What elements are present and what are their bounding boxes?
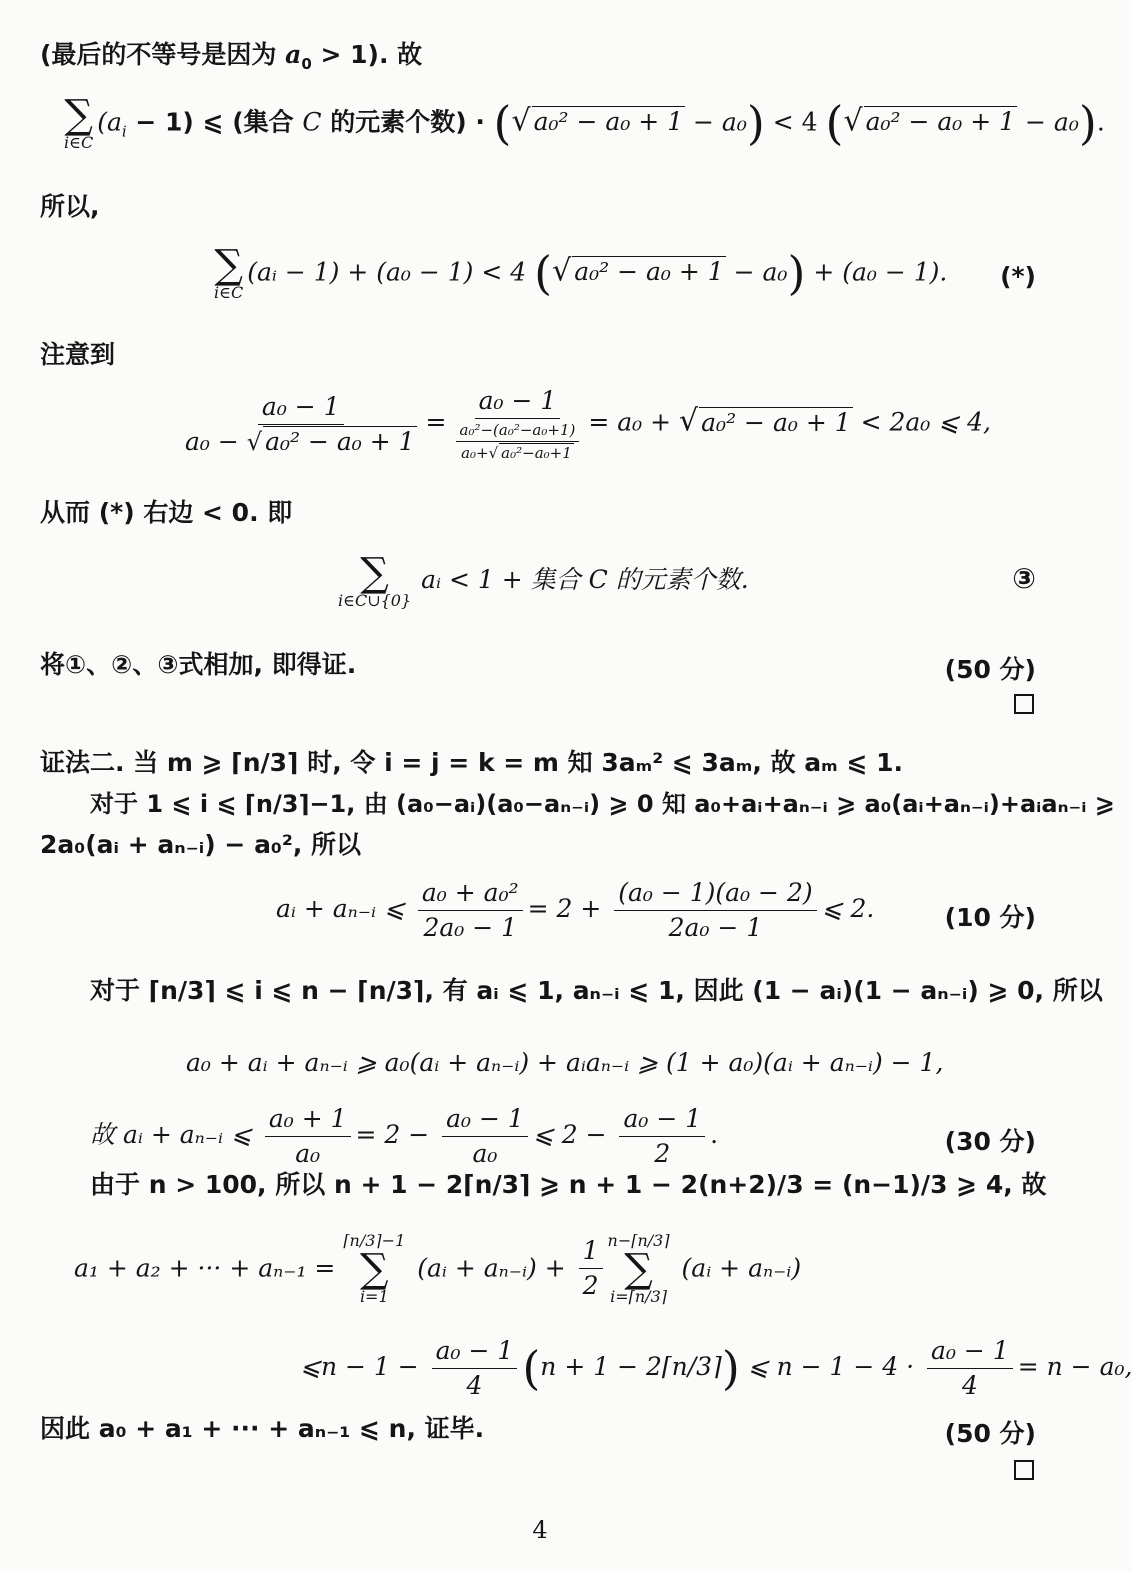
fraction [452,386,584,462]
text-line: 2a₀(aᵢ + aₙ₋ᵢ) − a₀², 所以 [40,830,362,859]
math: a [285,40,302,69]
radicand: a₀² − a₀ + 1 [533,107,684,137]
fraction [418,878,523,943]
sum-limit: i∈C [214,283,244,302]
qed-box [1014,1460,1034,1480]
math: (aᵢ + aₙ₋ᵢ) [673,1253,802,1283]
math: = a₀ + [588,407,680,437]
numerator: 1 [579,1236,603,1269]
denominator: a₀+√ a₀²−a₀+1 [461,444,572,462]
score-label: (10 分) [944,903,1036,932]
denominator: a₀ − √ a₀² − a₀ + 1 [185,426,415,456]
math: i [121,122,127,141]
nested-fraction [456,421,580,462]
math: C [302,107,322,137]
numerator: (a₀ − 1)(a₀ − 2) [614,878,816,911]
math: n + 1 − 2⌈n/3⌉ [540,1352,722,1381]
sum-limit: i∈C∪{0} [338,591,412,610]
math: − a₀ [1017,107,1079,137]
fraction [579,1236,603,1301]
text-line: 所以, [40,192,100,221]
radicand: a₀² − a₀ + 1 [574,257,724,287]
math: = 2 + [527,894,610,923]
denominator: 4 [466,1371,483,1400]
denominator: 2a₀ − 1 [423,913,518,942]
numerator: a₀ − 1 [442,1104,528,1137]
denominator: 2 [654,1139,671,1168]
math: = 2 − [355,1120,438,1149]
math: (aᵢ − 1) + (a₀ − 1) < 4 [247,257,535,287]
math: − a₀ [725,257,788,287]
math: . [710,1120,719,1149]
math: aᵢ + aₙ₋ᵢ ⩽ [276,894,413,923]
sum-limit: i=⌈n/3⌉ [610,1286,667,1306]
numerator: a₀ + 1 [265,1104,351,1137]
score-label: (50 分) [944,655,1036,684]
math: (a [97,107,122,137]
summation: n−⌈n/3⌉ ∑ i=⌈n/3⌉ [607,1231,670,1306]
equation: ∑ i∈C $(a_i - 1)$ ⩽ (集合 C 的元素个数) · (√ a₀² − a₀ + 1 − a₀) < 4 (√ a₀² − a₀ + 1 − a₀). [64,92,1105,152]
score-label: (30 分) [944,1127,1036,1156]
fraction [181,392,421,457]
sum-limit: ⌈n/3⌉−1 [343,1231,406,1250]
denominator [452,419,584,462]
math: a₀ − [185,426,247,456]
text: 的元素个数) · [321,107,494,137]
fraction [265,1104,351,1169]
math: 故 aᵢ + aₙ₋ᵢ ⩽ [90,1120,260,1149]
text: (最后的不等号是因为 [40,40,286,69]
radicand: a₀² − a₀ + 1 [701,407,851,437]
math: ⩽n − 1 − [300,1352,427,1381]
math: − a₀ [685,107,747,137]
equation [90,1104,718,1169]
denominator: a₀ [295,1139,321,1168]
math: < 4 [764,107,826,137]
math: a₀+ [461,444,489,462]
sum-limit: i∈C [64,133,94,152]
fraction [927,1336,1013,1401]
text-line: 注意到 [40,340,116,369]
summation: ∑ i∈C∪{0} [338,550,412,610]
math: ⩽ 2. [821,894,875,923]
denominator: 4 [961,1371,978,1400]
summation: ∑ i∈C [214,242,244,302]
fraction [619,1104,705,1169]
text-line: 证法二. 当 m ⩾ ⌈n/3⌉ 时, 令 i = j = k = m 知 3aₘ² ⩽ 3aₘ, 故 aₘ ⩽ 1. [40,748,904,777]
text: − 1) ⩽ (集合 [126,107,303,137]
score-label: (50 分) [944,1419,1036,1448]
math: ⩽ 2 − [532,1120,615,1149]
text-line: 对于 1 ⩽ i ⩽ ⌈n/3⌉−1, 由 (a₀−aᵢ)(a₀−aₙ₋ᵢ) ⩾ 0 知 a₀+aᵢ+aₙ₋ᵢ ⩾ a₀(aᵢ+aₙ₋ᵢ)+aᵢaₙ₋ᵢ ⩾ [90,790,1115,818]
text-line: 从而 (*) 右边 < 0. 即 [40,498,293,527]
equation [276,878,874,943]
math: . [1096,107,1105,137]
math: = [425,407,447,437]
equation-tag: ③ [1012,562,1036,595]
numerator: a₀ − 1 [927,1336,1013,1369]
numerator: a₀ − 1 [475,386,561,419]
equation: ∑ i∈C (aᵢ − 1) + (a₀ − 1) < 4 (√ a₀² − a₀ + 1 − a₀) + (a₀ − 1). [214,242,948,302]
equation [338,550,749,610]
summation: ⌈n/3⌉−1 ∑ i=1 [343,1231,406,1306]
equation: ⩽n − 1 − $\frac{\text{a₀ − 1}}{4}$ (n + 1 − 2⌈n/3⌉) ⩽ n − 1 − 4 · $\frac{\text{a₀ − 1}}{4}$ = n − a₀, [300,1336,1132,1400]
numerator: a₀²−(a₀²−a₀+1) [456,421,580,442]
text-line [40,40,422,73]
fraction [442,1104,528,1169]
sum-limit: i=1 [359,1286,389,1306]
numerator: a₀ − 1 [258,392,344,425]
numerator: a₀ − 1 [432,1336,518,1369]
radicand: a₀²−a₀+1 [501,444,572,462]
math: 0 [301,55,312,73]
math: + (a₀ − 1). [805,257,948,287]
radicand: a₀² − a₀ + 1 [865,107,1016,137]
math: aᵢ < 1 + 集合 C 的元素个数. [421,565,749,595]
numerator: a₀ − 1 [619,1104,705,1137]
page-number: 4 [532,1516,548,1544]
denominator: a₀ [472,1139,498,1168]
summation: ∑ i∈C [64,92,94,152]
math: ⩽ n − 1 − 4 · [739,1352,923,1381]
radicand: a₀² − a₀ + 1 [265,426,415,456]
numerator: a₀ + a₀² [418,878,523,911]
equation [74,1232,801,1305]
math: = n − a₀, [1017,1352,1132,1381]
qed-box [1014,694,1034,714]
math: a₁ + a₂ + ··· + aₙ₋₁ = [74,1253,344,1283]
denominator: 2a₀ − 1 [668,913,763,942]
fraction [432,1336,518,1401]
text-line: 因此 a₀ + a₁ + ··· + aₙ₋₁ ⩽ n, 证毕. [40,1414,485,1443]
text: > 1). 故 [311,40,423,69]
denominator: 2 [582,1271,599,1301]
text-line: 将①、②、③式相加, 即得证. [40,650,357,679]
math: (aᵢ + aₙ₋ᵢ) + [409,1253,574,1283]
equation: $\frac{\text{a₀ − 1}}{\text{a₀ − √ a₀² − a₀ + 1}}$ = $\frac{\text{a₀ − 1}}{\frac{\text{a₀²−(a₀²−a₀+1)}}{\text{a₀+√ a₀²−a₀+1}}}$ = a₀ + √ a₀² − a₀ + 1 < 2a₀ ⩽ 4, [176,386,991,462]
equation: a₀ + aᵢ + aₙ₋ᵢ ⩾ a₀(aᵢ + aₙ₋ᵢ) + aᵢaₙ₋ᵢ ⩾ (1 + a₀)(aᵢ + aₙ₋ᵢ) − 1, [186,1048,944,1077]
equation-tag: (*) [1000,262,1036,291]
sum-limit: n−⌈n/3⌉ [607,1231,670,1250]
math: < 2a₀ ⩽ 4, [852,407,991,437]
text-line: 由于 n > 100, 所以 n + 1 − 2⌈n/3⌉ ⩾ n + 1 − 2(n+2)/3 = (n−1)/3 ⩾ 4, 故 [90,1170,1047,1199]
fraction [614,878,816,943]
text-line: 对于 ⌈n/3⌉ ⩽ i ⩽ n − ⌈n/3⌉, 有 aᵢ ⩽ 1, aₙ₋ᵢ ⩽ 1, 因此 (1 − aᵢ)(1 − aₙ₋ᵢ) ⩾ 0, 所以 [90,976,1103,1005]
